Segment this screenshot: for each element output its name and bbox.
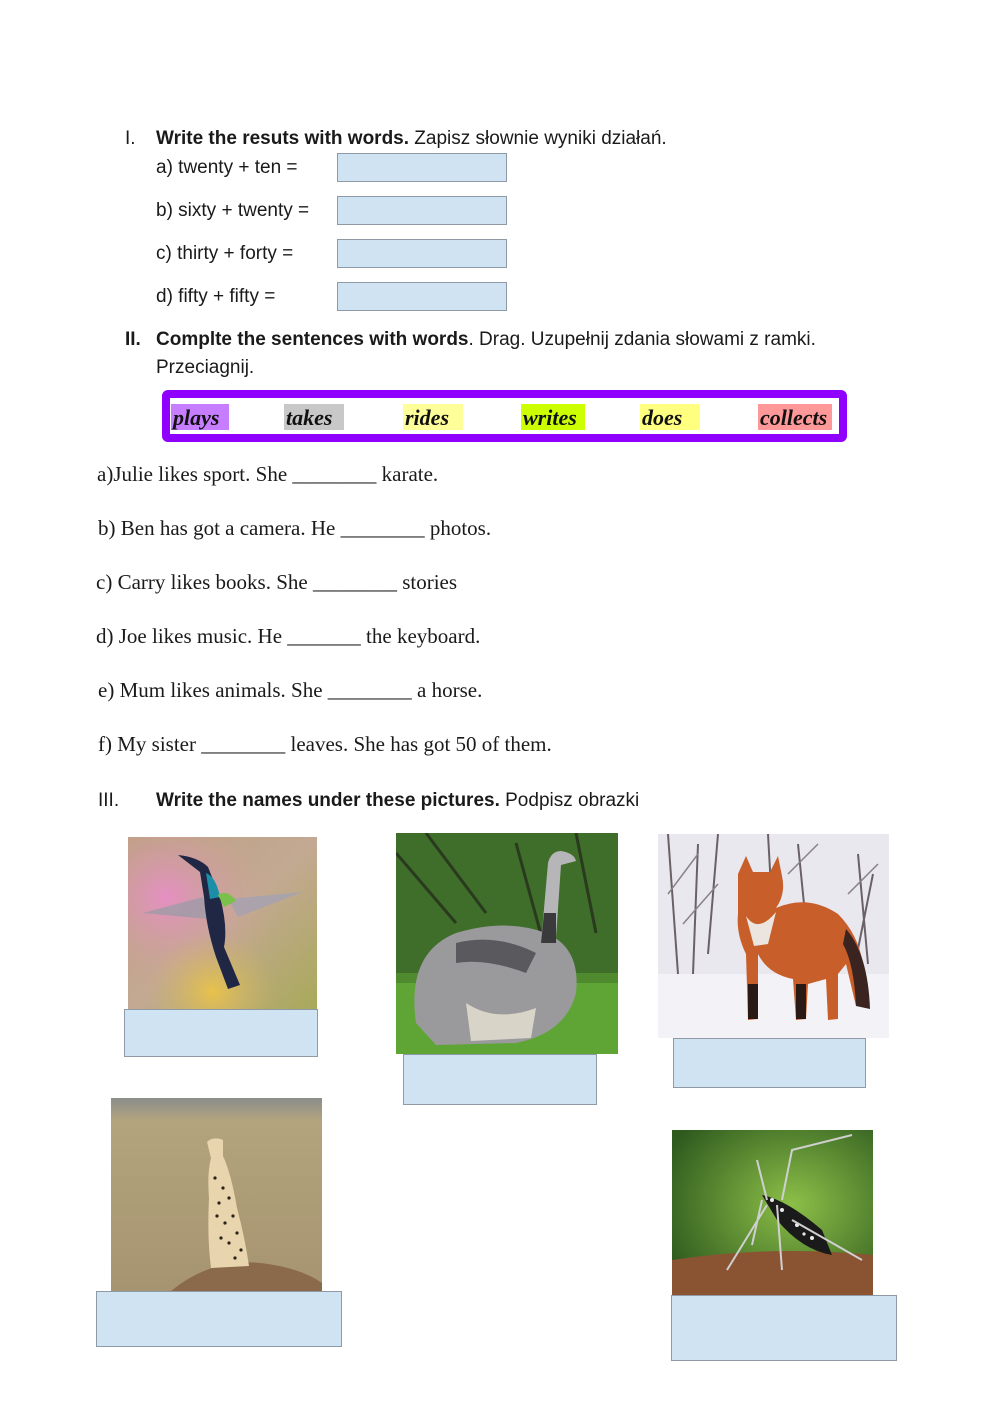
section-1-number: I. [125,128,136,149]
word-chip-takes[interactable]: takes [284,404,344,430]
picture-answer-input-5[interactable] [671,1295,897,1361]
picture-answer-input-3[interactable] [673,1038,866,1088]
sentence-a[interactable]: a)Julie likes sport. She ________ karate. [97,462,439,486]
word-chip-does[interactable]: does [640,404,700,430]
section-2-heading [125,328,816,352]
picture-answer-input-1[interactable] [124,1009,318,1057]
section-3-heading [98,789,639,813]
section-2-number: II. [125,329,141,350]
word-chip-rides[interactable]: rides [403,404,463,430]
answer-input-d[interactable] [337,282,507,311]
answer-input-b[interactable] [337,196,507,225]
section-1-title: Write the resuts with words. [156,128,410,149]
section-3-number: III. [98,790,120,811]
calc-label-c: c) thirty + forty = [156,243,294,264]
sentence-f[interactable]: f) My sister ________ leaves. She has got 50 of them. [98,732,552,756]
section-2-title: Complte the sentences with words [156,329,469,350]
word-chip-writes[interactable]: writes [521,404,585,430]
cheetah-image [111,1098,322,1291]
section-1-subtitle: Zapisz słownie wyniki działań. [409,128,667,149]
section-1-heading [125,127,667,151]
sentence-b[interactable]: b) Ben has got a camera. He ________ photos. [98,516,492,540]
word-bank-frame [162,390,847,442]
section-2-subtitle: . Drag. Uzupełnij zdania słowami z ramki. [468,329,816,350]
word-chip-plays[interactable]: plays [171,404,229,430]
section-2-subtitle-line2: Przeciagnij. [156,357,255,378]
answer-input-a[interactable] [337,153,507,182]
sentence-e[interactable]: e) Mum likes animals. She ________ a horse. [98,678,483,702]
hummingbird-image [128,837,317,1009]
calc-label-d: d) fifty + fifty = [156,286,276,307]
fox-image [658,834,889,1038]
picture-answer-input-4[interactable] [96,1291,342,1347]
answer-input-c[interactable] [337,239,507,268]
word-chip-collects[interactable]: collects [758,404,832,430]
picture-answer-input-2[interactable] [403,1054,597,1105]
calc-label-b: b) sixty + twenty = [156,200,310,221]
section-3-title: Write the names under these pictures. [156,790,500,811]
sentence-c[interactable]: c) Carry likes books. She ________ stories [96,570,458,594]
sentence-d[interactable]: d) Joe likes music. He _______ the keyboard. [96,624,481,648]
calc-label-a: a) twenty + ten = [156,157,298,178]
section-3-subtitle: Podpisz obrazki [499,790,640,811]
rhea-image [396,833,618,1054]
mosquito-image [672,1130,873,1295]
